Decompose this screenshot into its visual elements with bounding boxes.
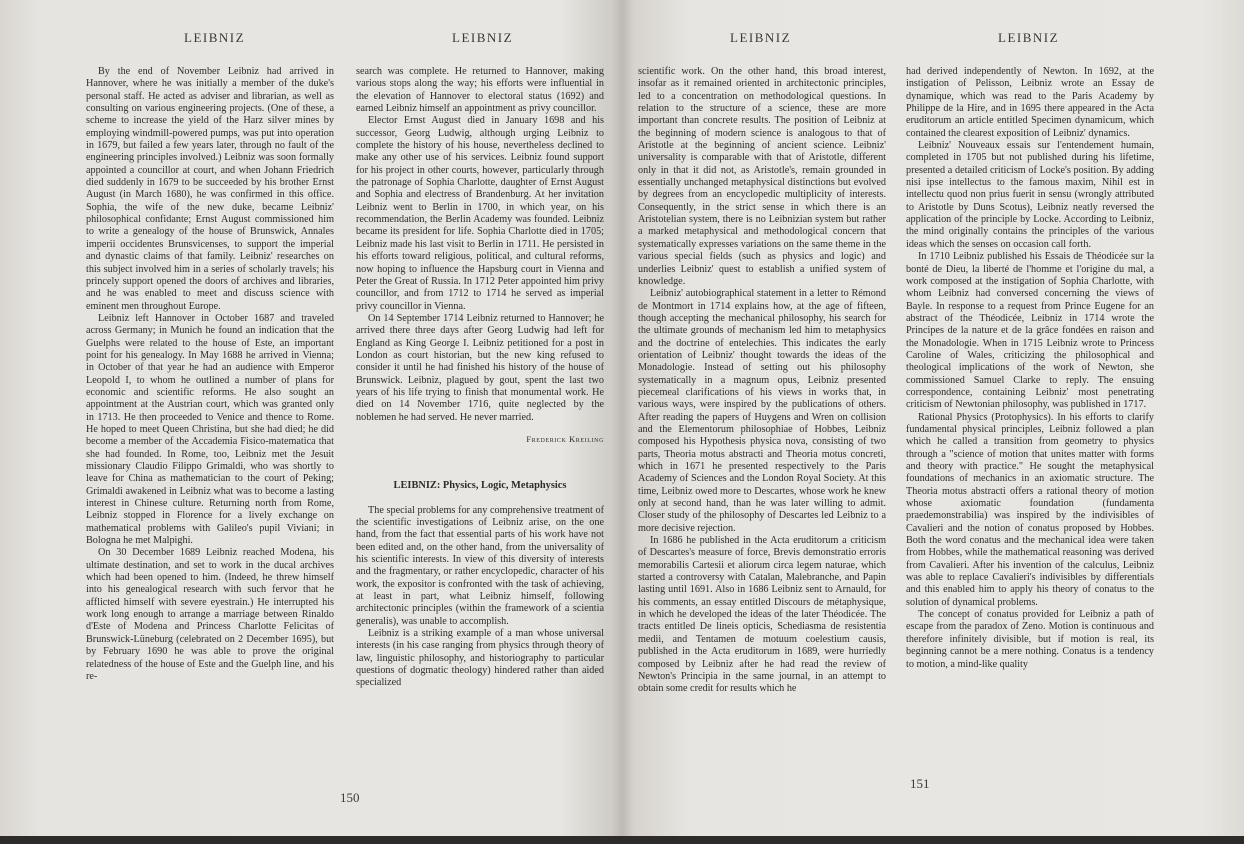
- paragraph: Leibniz left Hannover in October 1687 and traveled across Germany; in Munich he found an indication that the Guelphs were related to the house of Este, an important point for his genealogy. In May 1688 he arrived in Vienna; in October of that year he had an audience with Emperor Leopold I, to whom he outlined a number of plans for economic and scientific reforms. He also sought an appointment at the Austrian court, which was granted only in 1713. He then proceeded to Venice and thence to Rome. He hoped to meet Queen Christina, but she had died; he did become a member of the Accademia Fisico-matematica that she had founded. In Rome, too, Leibniz met the Jesuit missionary Claudio Filippo Grimaldi, who was shortly to leave for China as mathematician to the court of Peking; Grimaldi awakened in Leibniz what was to become a lasting interest in Chinese culture. Returning north from Rome, Leibniz stopped in Florence for a lively exchange on mathematical problems with Galileo's pupil Viviani; in Bologna he met Malpighi.: [86, 312, 334, 547]
- running-head-left-col1: LEIBNIZ: [184, 30, 246, 45]
- page-number-right: 151: [910, 776, 930, 791]
- paragraph: Leibniz is a striking example of a man whose universal interests (in his case ranging from physics through theory of law, linguistic philosophy, and historiography to particular questions of dogmatic theology) hindered rather than aided specialized: [356, 628, 604, 689]
- paragraph: had derived independently of Newton. In 1692, at the instigation of Pelisson, Leibniz wrote an Essay de dynamique, which was read to the Paris Academy by Philippe de la Hire, and in 1695 there appeared in the Acta eruditorum an article entitled Specimen dynamicum, which contained the clearest exposition of Leibniz' dynamics.: [906, 66, 1154, 139]
- paragraph: Leibniz' Nouveaux essais sur l'entendement humain, completed in 1705 but not published during his lifetime, presented a detailed criticism of Locke's position. By adding nisi ipse intellectus to the famous maxim, Nihil est in intellectu quod non prius fuerit in sensu (wrongly attributed to Aristotle by Duns Scotus), Leibniz neatly reversed the application of the principle by Locke. According to Leibniz, the mind originally contains the principles of the various ideas which the senses on occasion call forth.: [906, 140, 1154, 250]
- book-bottom-edge: [0, 836, 1244, 844]
- section-title: LEIBNIZ: Physics, Logic, Metaphysics: [393, 480, 567, 492]
- paragraph: On 30 December 1689 Leibniz reached Modena, his ultimate destination, and set to work in the ducal archives which had been opened to him. (Indeed, he threw himself into his genealogical research with such fervor that he afflicted himself with severe eyestrain.) He interrupted his work long enough to arrange a marriage between Rinaldo d'Este of Modena and Princess Charlotte Felicitas of Brunswick-Lüneburg (celebrated on 2 December 1695), but by February 1690 he was able to prove the original relatedness of the house of Este and the Guelph line, and his re-: [86, 547, 334, 682]
- paragraph: On 14 September 1714 Leibniz returned to Hannover; he arrived there three days after Georg Ludwig had left for England as King George I. Leibniz petitioned for a post in London as court historian, but the new king refused to consider it until he had finished his history of the house of Brunswick. Leibniz, plagued by gout, spent the last two years of his life trying to finish that monumental work. He died on 14 November 1716, quite neglected by the noblemen he had served. He never married.: [356, 312, 604, 423]
- left-page: [0, 0, 620, 838]
- running-head-left-col2: LEIBNIZ: [452, 30, 514, 45]
- running-head-right-col1: LEIBNIZ: [730, 30, 792, 45]
- running-head-right-col2: LEIBNIZ: [998, 30, 1060, 45]
- right-page-column-2: [906, 66, 1154, 770]
- left-page-column-1: [86, 66, 334, 788]
- paragraph: scientific work. On the other hand, this broad interest, insofar as it remained oriented in architectonic principles, led to a concentration on methodological questions. In relation to the structure of a science, these are more important than concrete results. The position of Leibniz at the beginning of modern science is analogous to that of Aristotle at the beginning of ancient science. Leibniz' universality is comparable with that of Aristotle, different only in that it did not, as Aristotle's, remain grounded in essentially unchanged metaphysical distinctions but evolved by degrees from an encyclopedic multiplicity of interests. Consequently, in the strict sense in which there is an Aristotelian system, there is no Leibnizian system but rather a marked metaphysical and methodological concern that systematically expresses variations on the same theme in the various special fields (such as physics and logic) and underlies Leibniz' quest to establish a unified system of knowledge.: [638, 66, 886, 287]
- paragraph: By the end of November Leibniz had arrived in Hannover, where he was initially a member of the duke's personal staff. He acted as adviser and librarian, as well as consulting on various engineering projects. (One of these, a scheme to increase the yield of the Harz silver mines by employing windmill-powered pumps, was put into operation in 1679, but failed a few years later, through no fault of the engineering principles involved.) Leibniz was soon formally appointed a councillor at court, and when Johann Friedrich died suddenly in 1679 to be succeeded by his brother Ernst August (in March 1680), he was confirmed in this office. Sophia, the wife of the new duke, became Leibniz' philosophical confidante; Ernst August commissioned him to write a genealogy of the house of Brunswick, Annales imperii occidentes Brunsvicenses, to support the imperial and dynastic claims of that family. Leibniz' researches on this subject involved him in a series of scholarly travels; his princely support opened the doors of archives and libraries, and he was enabled to meet and discuss science with eminent men throughout Europe.: [86, 66, 334, 312]
- author-signature: Frederick Kreiling: [526, 434, 604, 444]
- right-page: [624, 0, 1244, 838]
- right-page-column-1: [638, 66, 886, 770]
- paragraph: The concept of conatus provided for Leibniz a path of escape from the paradox of Zeno. Motion is continuous and therefore infinitely divisible, but if motion is real, its beginning cannot be a mere nothing. Conatus is a tendency to motion, a mind-like quality: [906, 609, 1154, 670]
- page-number-left: 150: [340, 790, 360, 805]
- paragraph: In 1686 he published in the Acta eruditorum a criticism of Descartes's measure of force, Brevis demonstratio erroris memorabilis Cartesii et aliorum circa legem naturae, which started a controversy with Catalan, Malebranche, and Papin lasting until 1691. Also in 1686 Leibniz sent to Arnauld, for his comments, an essay entitled Discours de métaphysique, in which he developed the ideas of the later Théodicée. The tracts entitled De lineis opticis, Schediasma de resistentia medii, and Tentamen de motuum coelestium causis, published in the Acta eruditorum in 1689, were hurriedly composed by Leibniz after he had read the review of Newton's Principia in the same journal, in an attempt to obtain some credit for results which he: [638, 535, 886, 695]
- paragraph: Rational Physics (Protophysics). In his efforts to clarify fundamental physical principles, Leibniz followed a plan which he called a transition from geometry to physics through a "science of motion that unites matter with forms and theory with practice." He sought the metaphysical foundations of mechanics in an axiomatic structure. The Theoria motus abstracti offers a rational theory of motion whose axiomatic foundation (fundamenta praedemonstrabilia) was inspired by the indivisibles of Cavalieri and the notion of conatus proposed by Hobbes. Both the word conatus and the mechanical idea were taken from Hobbes, while the mathematical reasoning was derived from Cavalieri. After his invention of the calculus, Leibniz was able to replace Cavalieri's indivisibles by differentials and this enabled him to apply his theory of conatus to the solution of dynamical problems.: [906, 411, 1154, 608]
- paragraph: In 1710 Leibniz published his Essais de Théodicée sur la bonté de Dieu, la liberté de l'homme et l'origine du mal, a work composed at the instigation of Sophia Charlotte, with whom Leibniz had conversed concerning the views of Bayle. In response to a request from Prince Eugene for an abstract of the Théodicée, Leibniz in 1714 wrote the Principes de la nature et de la grâce fondées en raison and the Monadologie. When in 1715 Leibniz wrote to Princess Caroline of Wales, criticizing the philosophical and theological implications of the work of Newton, she commissioned Samuel Clarke to reply. The ensuing correspondence, containing Leibniz' most penetrating criticism of Newtonian philosophy, was published in 1717.: [906, 251, 1154, 411]
- paragraph: search was complete. He returned to Hannover, making various stops along the way; his efforts were influential in the elevation of Hannover to electoral status (1692) and earned Leibniz himself an appointment as privy councillor.: [356, 66, 604, 115]
- paragraph: Elector Ernst August died in January 1698 and his successor, Georg Ludwig, although urging Leibniz to complete the history of his house, nevertheless declined to make any other use of his services. Leibniz found support for his project in other courts, however, particularly through the patronage of Sophia Charlotte, daughter of Ernst August and Sophia and electress of Brandenburg. At her invitation Leibniz went to Berlin in 1700, in which year, on his recommendation, the Berlin Academy was founded. Leibniz became its president for life. Sophia Charlotte died in 1705; Leibniz made his last visit to Berlin in 1711. He persisted in his efforts toward religious, political, and cultural reforms, now hoping to influence the Hapsburg court in Vienna and Peter the Great of Russia. In 1712 Peter appointed him privy councillor, and from 1712 to 1714 he served as imperial privy councillor in Vienna.: [356, 115, 604, 312]
- paragraph: Leibniz' autobiographical statement in a letter to Rémond de Montmort in 1714 explains how, at the age of fifteen, though accepting the mechanical philosophy, his search for the ultimate grounds of mechanism led him to metaphysics and the doctrine of entelechies. This indicates the early orientation of Leibniz' thought towards the ideas of the Monadologie. Instead of setting out his philosophy systematically in a magnum opus, Leibniz presented piecemeal clarifications of his views in works that, in various ways, were inspired by the publications of others. After reading the papers of Huygens and Wren on collision and the Elementorum philosophiae of Hobbes, Leibniz composed his Hypothesis physica nova, consisting of two parts, Theoria motus abstracti and Theoria motus concreti, which in 1671 he presented respectively to the Paris Academy of Sciences and the London Royal Society. At this time, Leibniz owed more to Descartes, whose work he knew only at second hand, than he was later willing to admit. Closer study of the philosophy of Descartes led Leibniz to a more decisive rejection.: [638, 288, 886, 534]
- left-page-column-2: [356, 66, 604, 788]
- paragraph: The special problems for any comprehensive treatment of the scientific investigations of Leibniz arise, on the one hand, from the fact that essential parts of his work have not been edited and, on the other hand, from the universality of his scientific interests. In view of this diversity of interests and the fragmentary, or rather encyclopedic, character of his work, the expositor is confronted with the task of achieving, at least in part, what Leibniz himself, following architectonic principles (within the framework of a scientia generalis), was unable to accomplish.: [356, 504, 604, 627]
